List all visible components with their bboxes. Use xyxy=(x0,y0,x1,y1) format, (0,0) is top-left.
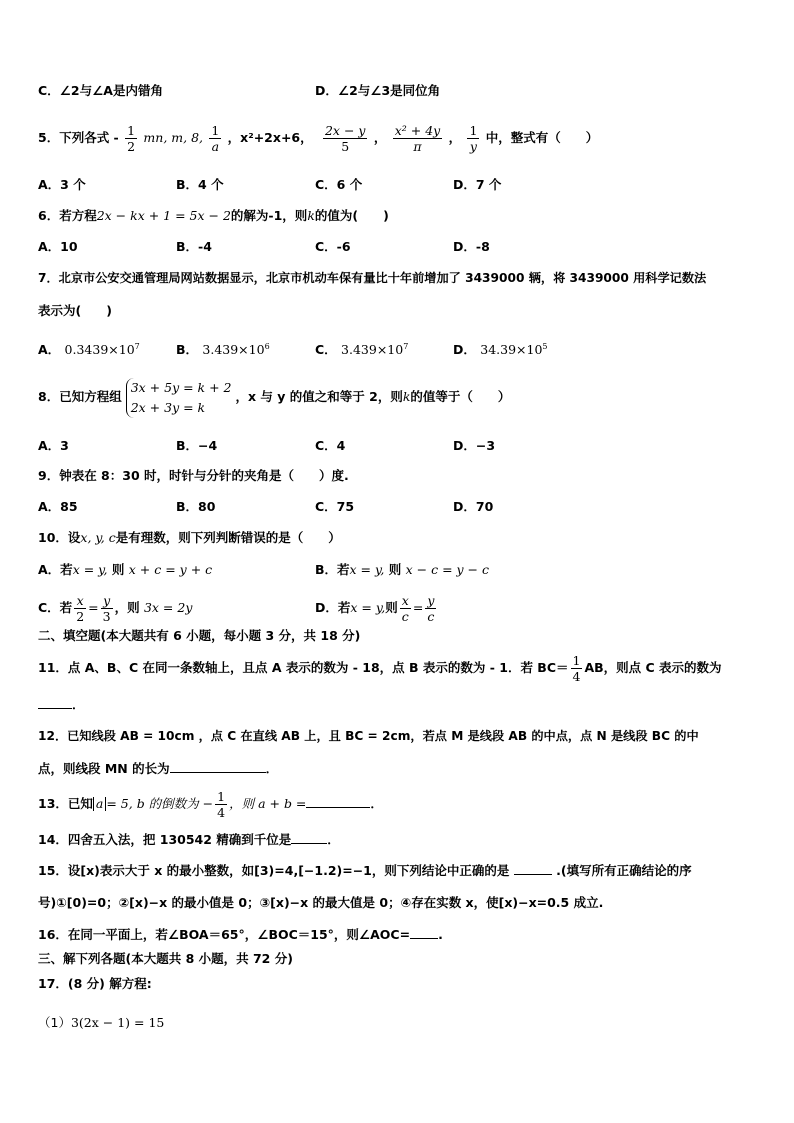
q9-option-b: B．80 xyxy=(176,499,216,514)
q7-line-1: 7．北京市公安交通管理局网站数据显示，北京市机动车保有量比十年前增加了 3439000 辆，将 3439000 用科学记数法 xyxy=(38,271,707,285)
q5-option-a: A．3 个 xyxy=(38,177,86,192)
q4-option-c: C．∠2与∠A是内错角 xyxy=(38,83,163,98)
q17-part-1: （1）3(2x − 1) = 15 xyxy=(38,1015,165,1030)
q6-prefix: 6．若方程 xyxy=(38,208,97,223)
q9-option-d: D．70 xyxy=(453,499,494,514)
q5-fraction-1: $\frac{1}{2}$ xyxy=(127,123,136,154)
q8-suffix: 的值等于（ ） xyxy=(410,389,511,404)
q12-line-1: 12．已知线段 AB = 10cm ，点 C 在直线 AB 上，且 BC = 2cm，若点 M 是线段 AB 的中点，点 N 是线段 BC 的中 xyxy=(38,729,699,743)
q15-answer-blank[interactable] xyxy=(514,862,552,875)
q5-option-d: D．7 个 xyxy=(453,177,502,192)
q6-option-a: A．10 xyxy=(38,239,78,254)
question-6 xyxy=(38,207,389,225)
q10-option-a: A．若x = y, 则 x + c = y + c xyxy=(38,562,213,577)
q8-option-c: C．4 xyxy=(315,438,346,453)
q6-option-b: B．-4 xyxy=(176,239,212,254)
q8-equation-system: 3x + 5y = k + 2 2x + 3y = k xyxy=(126,378,232,418)
q6-option-d: D．-8 xyxy=(453,239,490,254)
q15-line-2: 号)①[0)=0；②[x)−x 的最小值是 0；③[x)−x 的最大值是 0；④存在实数 x，使[x)−x=0.5 成立. xyxy=(38,895,604,910)
q6-suffix-2: 的值为( ) xyxy=(314,208,389,223)
q5-fraction-4: $\frac{\text{x² + 4y}}{\pi}$ xyxy=(394,123,441,154)
q5-mid-2: ，x²+2x+6， xyxy=(227,130,313,145)
q4-option-d: D．∠2与∠3是同位角 xyxy=(315,83,441,98)
q6-equation: 2x − kx + 1 = 5x − 2 xyxy=(96,208,231,223)
question-13: 13．已知 a = 5, b 的倒数为 − $\frac{1}{4}$ ，则 a + b = ． xyxy=(38,789,383,820)
q10-option-d: D．若x = y,则 $\frac{x}{c}$ = $\frac{y}{c}$ xyxy=(315,593,435,624)
q7-option-a: A． $0.3439\times 10^7$ xyxy=(38,342,140,358)
q17-stem: 17．(8 分) 解方程: xyxy=(38,976,152,991)
q9-option-c: C．75 xyxy=(315,499,355,514)
q9-option-a: A．85 xyxy=(38,499,78,514)
question-5: 5．下列各式 - $\frac{1}{2}$ mn, m, 8, $\frac{1}{a}$ ，x²+2x+6， $\frac{2x - y}{5}$ ， $\frac{\text{x² + 4y}}{\pi}$ ， $\frac{1}{y}$ 中，整式有（ ） xyxy=(38,123,599,154)
question-10: 10．设x, y, c是有理数，则下列判断错误的是（ ） xyxy=(38,530,341,545)
q5-fraction-3: $\frac{2x - y}{5}$ xyxy=(324,123,366,154)
q8-option-b: B．−4 xyxy=(176,438,218,453)
section-2-heading: 二、填空题(本大题共有 6 小题，每小题 3 分，共 18 分) xyxy=(38,628,361,643)
q12-line-2: 点，则线段 MN 的长为 ． xyxy=(38,761,279,776)
q5-fraction-5: $\frac{1}{y}$ xyxy=(469,123,478,154)
section-3-heading: 三、解下列各题(本大题共 8 小题，共 72 分) xyxy=(38,951,293,966)
question-16: 16．在同一平面上，若∠BOA＝65°，∠BOC＝15°，则∠AOC= . xyxy=(38,927,443,942)
q5-option-c: C．6 个 xyxy=(315,177,363,192)
q5-prefix: 5．下列各式 - xyxy=(38,130,119,145)
question-11: 11．点 A、B、C 在同一条数轴上，且点 A 表示的数为 - 18，点 B 表示的数为 - 1．若 BC＝ $\frac{1}{4}$ AB，则点 C 表示的数为 xyxy=(38,653,722,684)
q9-stem: 9．钟表在 8：30 时，时针与分针的夹角是（ ）度. xyxy=(38,468,349,483)
q8-option-d: D．−3 xyxy=(453,438,496,453)
q5-option-b: B．4 个 xyxy=(176,177,224,192)
q5-suffix: 中，整式有（ ） xyxy=(485,130,599,145)
q10-option-b: B．若x = y, 则 x − c = y − c xyxy=(315,562,489,577)
q8-prefix: 8．已知方程组 xyxy=(38,389,122,404)
q11-answer-blank[interactable]: ． xyxy=(38,696,85,714)
q14-answer-blank[interactable] xyxy=(291,831,327,844)
q10-option-c: C．若 $\frac{x}{2}$ = $\frac{y}{3}$ ，则 3x = 2y xyxy=(38,593,193,624)
q7-option-c: C． $3.439\times 10^7$ xyxy=(315,342,409,358)
q6-suffix: 的解为-1，则 xyxy=(230,208,308,223)
q7-option-b: B． $3.439\times 10^6$ xyxy=(176,342,270,358)
question-8 xyxy=(38,375,510,419)
q5-fraction-2: $\frac{1}{a}$ xyxy=(211,123,220,154)
q5-mid-1: mn, m, 8, xyxy=(143,130,203,145)
q12-answer-blank[interactable] xyxy=(170,760,266,773)
q8-option-a: A．3 xyxy=(38,438,69,453)
q8-mid: ，x 与 y 的值之和等于 2，则 xyxy=(235,389,403,404)
q6-option-c: C．-6 xyxy=(315,239,351,254)
q7-option-d: D． $34.39\times 10^5$ xyxy=(453,342,548,358)
q13-answer-blank[interactable] xyxy=(306,795,370,808)
q16-answer-blank[interactable] xyxy=(410,926,438,939)
q15-line-1: 15．设[x)表示大于 x 的最小整数，如[3)=4,[−1.2)=−1，则下列结论中正确的是 .(填写所有正确结论的序 xyxy=(38,863,692,878)
q6-variable: k xyxy=(307,208,315,223)
q8-variable: k xyxy=(402,389,411,404)
q7-line-2: 表示为( ) xyxy=(38,303,112,318)
q10-variables: x, y, c xyxy=(80,530,116,545)
question-14: 14．四舍五入法，把 130542 精确到千位是 ． xyxy=(38,832,340,847)
